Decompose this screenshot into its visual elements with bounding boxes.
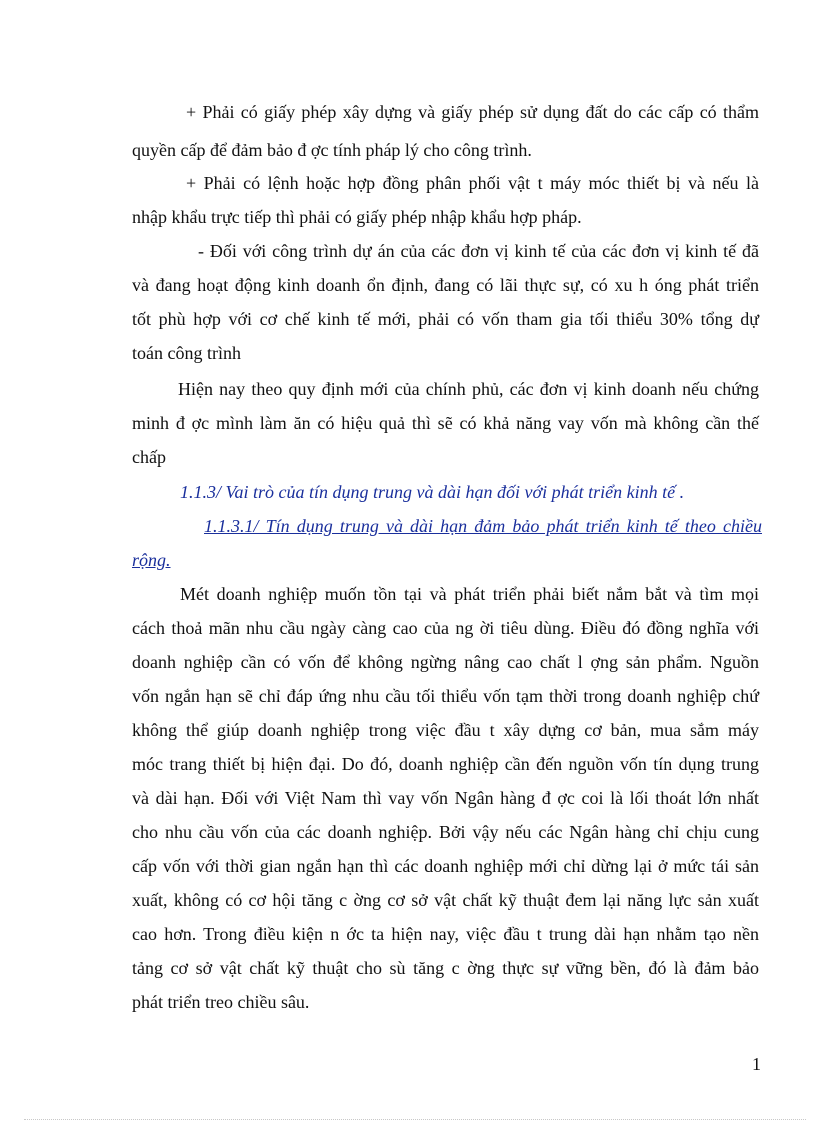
paragraph-line: móc trang thiết bị hiện đại. Do đó, doanh nghiệp cần đến nguồn vốn tín dụng trung [132,754,759,774]
paragraph-line: tốt phù hợp với cơ chế kinh tế mới, phải có vốn tham gia tối thiểu 30% tổng dự [132,309,759,329]
paragraph-line: và đang hoạt động kinh doanh ổn định, đang có lãi thực sự, có xu h óng phát triển [132,275,759,295]
paragraph-line: toán công trình [132,343,241,363]
page-bottom-rule [24,1119,806,1120]
paragraph-line: xuất, không có cơ hội tăng c ờng cơ sở vật chất kỹ thuật đem lại năng lực sản xuất [132,890,759,910]
paragraph-line: + Phải có lệnh hoặc hợp đồng phân phối vật t máy móc thiết bị và nếu là [186,173,759,193]
paragraph-line: Hiện nay theo quy định mới của chính phủ, các đơn vị kinh doanh nếu chứng [178,379,759,399]
paragraph-line: cho nhu cầu vốn của các doanh nghiệp. Bởi vậy nếu các Ngân hàng chỉ chịu cung [132,822,759,842]
subsection-heading: 1.1.3.1/ Tín dụng trung và dài hạn đảm bảo phát triển kinh tế theo chiều [204,516,762,536]
paragraph-line: cách thoả mãn nhu cầu ngày càng cao của ng ời tiêu dùng. Điều đó đồng nghĩa với [132,618,759,638]
paragraph-line: tảng cơ sở vật chất kỹ thuật cho sù tăng c ờng thực sự vững bền, đó là đảm bảo [132,958,759,978]
paragraph-line: cấp vốn với thời gian ngắn hạn thì các doanh nghiệp mới chỉ dừng lại ở mức tái sản [132,856,759,876]
paragraph-line: minh đ ợc mình làm ăn có hiệu quả thì sẽ có khả năng vay vốn mà không cần thế [132,413,759,433]
page-number: 1 [752,1054,761,1074]
paragraph-line: nhập khẩu trực tiếp thì phải có giấy phép nhập khẩu hợp pháp. [132,207,582,227]
paragraph-line: vốn ngắn hạn sẽ chỉ đáp ứng nhu cầu tối thiểu vốn tạm thời trong doanh nghiệp chứ [132,686,759,706]
paragraph-line: không thể giúp doanh nghiệp trong việc đầu t xây dựng cơ bản, mua sắm máy [132,720,759,740]
paragraph-line: chấp [132,447,166,467]
section-heading: 1.1.3/ Vai trò của tín dụng trung và dài hạn đối với phát triển kinh tế . [180,482,685,502]
paragraph-line: cao hơn. Trong điều kiện n ớc ta hiện nay, việc đầu t trung dài hạn nhằm tạo nền [132,924,759,944]
paragraph-line: + Phải có giấy phép xây dựng và giấy phép sử dụng đất do các cấp có thẩm [186,102,759,122]
paragraph-line: phát triển treo chiều sâu. [132,992,310,1012]
paragraph-line: và dài hạn. Đối với Việt Nam thì vay vốn Ngân hàng đ ợc coi là lối thoát lớn nhất [132,788,759,808]
paragraph-line: Mét doanh nghiệp muốn tồn tại và phát triển phải biết nắm bắt và tìm mọi [180,584,759,604]
subsection-heading: rộng. [132,550,171,570]
paragraph-line: doanh nghiệp cần có vốn để không ngừng nâng cao chất l ợng sản phẩm. Nguồn [132,652,759,672]
paragraph-line: quyền cấp để đảm bảo đ ợc tính pháp lý cho công trình. [132,140,532,160]
paragraph-line: - Đối với công trình dự án của các đơn vị kinh tế của các đơn vị kinh tế đã [198,241,759,261]
